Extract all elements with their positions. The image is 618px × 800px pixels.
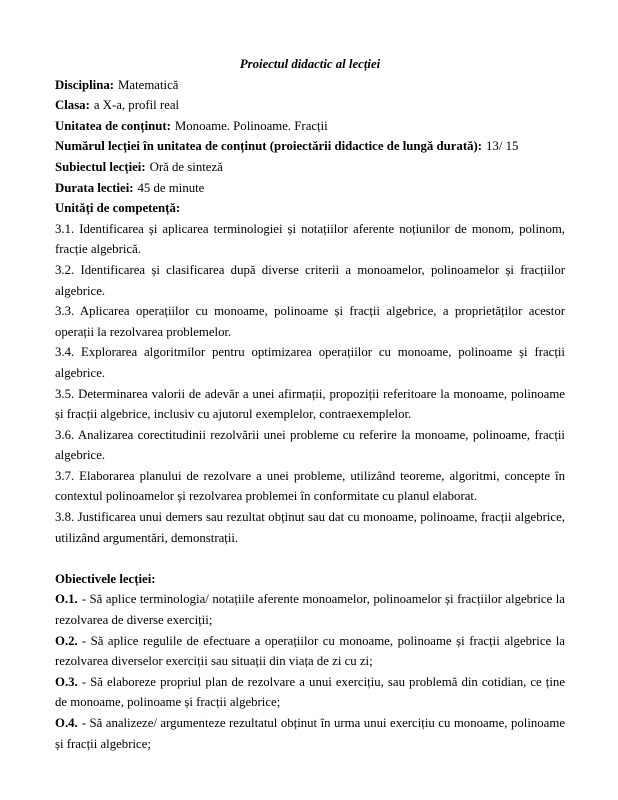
document-title: Proiectul didactic al lecției [239,57,381,71]
objective-label-o2: O.2. [55,633,78,648]
field-label-numarul-lectiei: Numărul lecției în unitatea de conținut (proiectării didactice de lungă durată): [55,139,483,154]
field-value-subiectul-lectiei: Oră de sinteză [149,159,223,174]
objective-text-o1: - Să aplice terminologia/ notațiile aferente monoamelor, polinoamelor și fracțiilor algebrice la rezolvarea de diverse exerciții; [55,592,565,628]
competency-item-3-6: 3.6. Analizarea corectitudinii rezolvării unei probleme cu referire la monoame, polinoame, fracții algebrice. [55,427,565,463]
field-value-disciplina: Matematică [118,77,179,92]
competency-item-3-2: 3.2. Identificarea și clasificarea după diverse criterii a monoamelor, polinoamelor și fracțiilor algebrice. [55,262,565,298]
competency-item-3-8: 3.8. Justificarea unui demers sau rezultat obținut sau dat cu monoame, polinoame, fracții algebrice, utilizând argumentări, demonstrații. [55,510,565,545]
field-line-subiectul-lectiei [55,157,565,178]
competency-item-3-4: 3.4. Explorarea algoritmilor pentru optimizarea operațiilor cu monoame, polinoame și fracții algebrice. [55,345,565,380]
competency-item-3-3: 3.3. Aplicarea operațiilor cu monoame, polinoame și fracții algebrice, a proprietăților acestor operații la rezolvarea problemelor. [55,304,565,339]
blank-line [55,548,565,569]
field-line-clasa [55,95,565,116]
field-line-durata-lectiei [55,178,565,199]
objective-text-o2: - Să aplice regulile de efectuare a operațiilor cu monoame, polinoame și fracții algebrice la rezolvarea diverselor exerciții sau situații din viața de zi cu zi; [55,633,565,669]
field-label-durata-lectiei: Durata lectiei: [55,180,134,195]
competencies-heading: Unități de competență: [55,201,181,216]
field-value-durata-lectiei: 45 de minute [137,180,205,195]
objective-label-o3: O.3. [55,674,78,689]
objective-item-o3 [55,672,565,713]
field-line-unitatea-de-continut [55,116,565,137]
objective-item-o2 [55,631,565,672]
field-label-clasa: Clasa: [55,98,90,113]
field-value-numarul-lectiei: 13/ 15 [486,139,519,154]
objective-item-o4 [55,713,565,754]
field-label-subiectul-lectiei: Subiectul lecției: [55,159,146,174]
field-label-unitatea-de-continut: Unitatea de conținut: [55,118,171,133]
competency-item-3-7: 3.7. Elaborarea planului de rezolvare a unei probleme, utilizând teoreme, algoritmi, concepte în contextul polinoamelor și rezolvarea problemei în conformitate cu planul elaborat. [55,468,565,504]
competency-item-3-1: 3.1. Identificarea și aplicarea terminologiei și notațiilor aferente noțiunilor de monom, polinom, fracție algebrică. [55,221,565,257]
objective-text-o3: - Să elaboreze propriul plan de rezolvare a unui exercițiu, sau problemă din cotidian, ce ține de monoame, polinoame și fracții algebrice; [55,674,565,710]
field-line-numarul-lectiei [55,136,565,157]
objective-label-o4: O.4. [55,716,78,730]
objective-text-o4: - Să analizeze/ argumenteze rezultatul obținut în urma unui exercițiu cu monoame, polinoame și fracții algebrice; [55,716,565,751]
objective-label-o1: O.1. [55,592,78,607]
field-value-clasa: a X-a, profil real [93,98,180,113]
objective-item-o1 [55,589,565,630]
field-value-unitatea-de-continut: Monoame. Polinoame. Fracții [174,118,328,133]
objectives-heading: Obiectivele lecției: [55,571,156,586]
field-line-disciplina [55,75,565,96]
field-label-disciplina: Disciplina: [55,77,115,92]
competency-item-3-5: 3.5. Determinarea valorii de adevăr a unei afirmații, propoziții referitoare la monoame, polinoame și fracții algebrice, inclusiv cu ajutorul exemplelor, contraexemplelor. [55,386,565,422]
